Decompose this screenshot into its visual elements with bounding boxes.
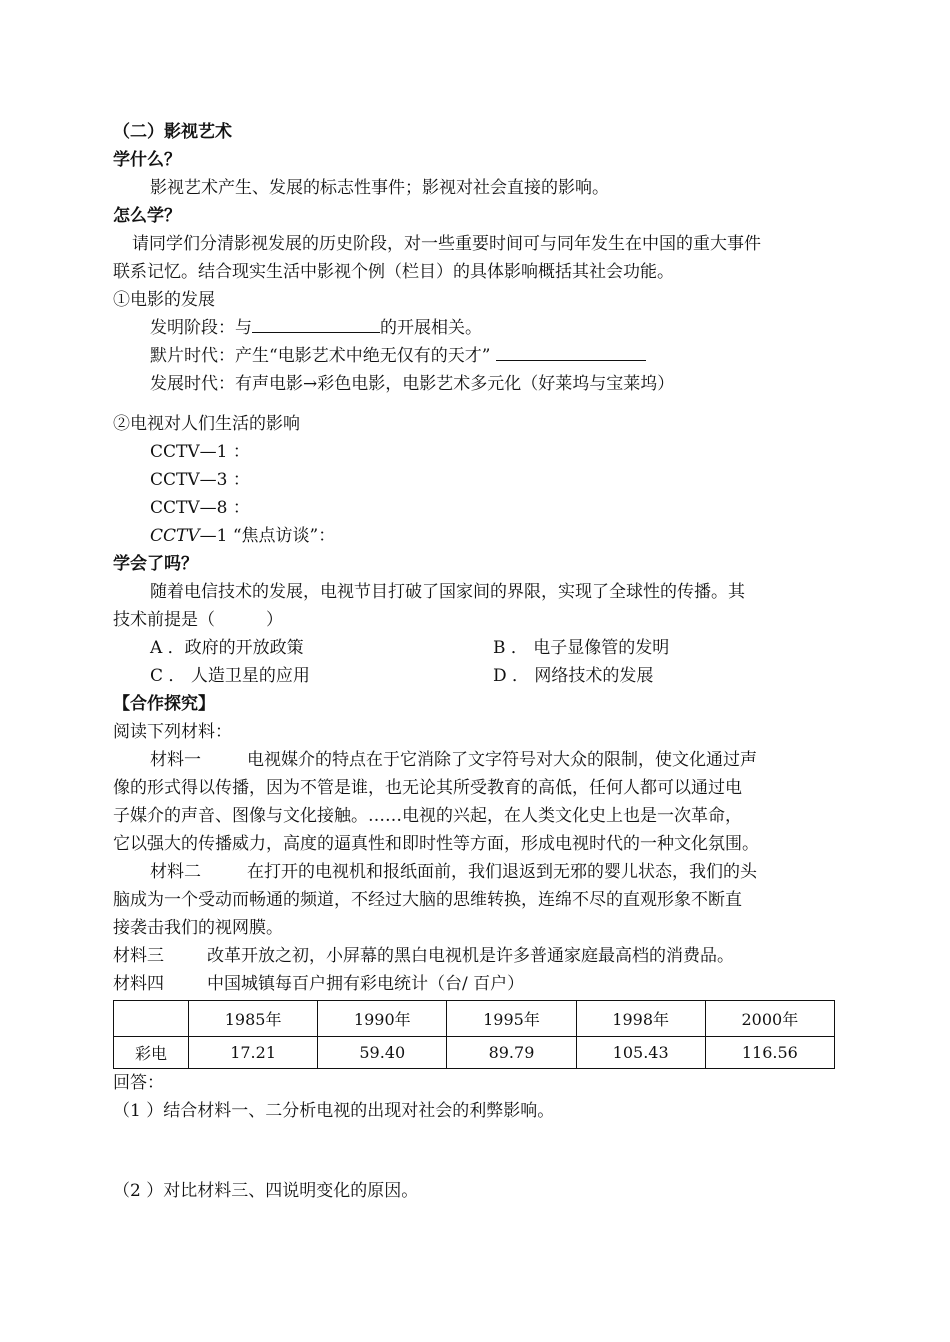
material-2-line-3: 接袭击我们的视网膜。 — [113, 918, 283, 938]
invention-blank[interactable] — [252, 314, 380, 333]
tv-heading: ②电视对人们生活的影响 — [113, 414, 300, 434]
learn-what-heading: 学什么？ — [113, 150, 181, 170]
option-b[interactable]: B ． 电子显像管的发明 — [493, 638, 670, 658]
material-2-label: 材料二 — [150, 862, 201, 882]
option-a[interactable]: A ．政府的开放政策 — [150, 638, 304, 658]
table-header-cell: 1998年 — [576, 1001, 705, 1037]
material-4-text: 中国城镇每百户拥有彩电统计（台/ 百户） — [207, 974, 525, 994]
table-cell: 105.43 — [576, 1037, 705, 1069]
table-header-cell: 1985年 — [189, 1001, 318, 1037]
film-invention-suffix: 的开展相关。 — [380, 318, 482, 338]
worksheet-page — [113, 118, 837, 1205]
material-1-line-1 — [113, 746, 837, 774]
table-header-row — [114, 1001, 835, 1037]
table-cell: 89.79 — [447, 1037, 576, 1069]
cctv3-line: CCTV—3 ： — [150, 470, 250, 490]
material-1-text-1: 电视媒介的特点在于它消除了文字符号对大众的限制，使文化通过声 — [247, 750, 757, 770]
answer-question-1: （1 ）结合材料一、二分析电视的出现对社会的利弊影响。 — [113, 1101, 555, 1121]
material-3-label: 材料三 — [113, 946, 164, 966]
quiz-options-row-1 — [113, 634, 837, 662]
answer-question-2: （2 ）对比材料三、四说明变化的原因。 — [113, 1181, 419, 1201]
table-row-label: 彩电 — [114, 1037, 189, 1069]
option-c[interactable]: C ． 人造卫星的应用 — [150, 666, 310, 686]
cctv1-focus-text: —1 “焦点访谈”： — [199, 526, 336, 546]
material-1-line-2: 像的形式得以传播，因为不管是谁，也无论其所受教育的高低，任何人都可以通过电 — [113, 778, 742, 798]
silent-blank[interactable] — [496, 342, 646, 361]
film-silent-line — [113, 342, 837, 370]
table-cell: 59.40 — [318, 1037, 447, 1069]
section-title: （二）影视艺术 — [113, 122, 232, 142]
how-to-learn-heading: 怎么学？ — [113, 206, 181, 226]
how-to-learn-line-2: 联系记忆。结合现实生活中影视个例（栏目）的具体影响概括其社会功能。 — [113, 262, 674, 282]
material-3-line — [113, 942, 837, 970]
cctv1-focus-line — [113, 522, 837, 550]
option-d[interactable]: D ． 网络技术的发展 — [493, 666, 654, 686]
material-3-text: 改革开放之初，小屏幕的黑白电视机是许多普通家庭最高档的消费品。 — [207, 946, 734, 966]
table-header-cell: 1990年 — [318, 1001, 447, 1037]
material-2-text-1: 在打开的电视机和报纸面前，我们退返到无邪的婴儿状态，我们的头 — [247, 862, 757, 882]
table-cell: 17.21 — [189, 1037, 318, 1069]
material-4-label: 材料四 — [113, 974, 164, 994]
material-2-line-2: 脑成为一个受动而畅通的频道，不经过大脑的思维转换，连绵不尽的直观形象不断直 — [113, 890, 742, 910]
film-development-line: 发展时代：有声电影→彩色电影，电影艺术多元化（好莱坞与宝莱坞） — [150, 374, 675, 394]
color-tv-table — [113, 1000, 835, 1069]
answer-space-1[interactable] — [113, 1125, 837, 1177]
material-2-line-1 — [113, 858, 837, 886]
how-to-learn-line-1: 请同学们分清影视发展的历史阶段，对一些重要时间可与同年发生在中国的重大事件 — [132, 234, 761, 254]
quiz-question-line-2: 技术前提是（ ） — [113, 610, 283, 630]
answer-heading: 回答： — [113, 1073, 164, 1093]
film-invention-line — [113, 314, 837, 342]
cctv8-line: CCTV—8 ： — [150, 498, 250, 518]
cooperate-intro: 阅读下列材料： — [113, 722, 232, 742]
film-silent-prefix: 默片时代：产生“电影艺术中绝无仅有的天才” — [150, 346, 491, 366]
table-row — [114, 1037, 835, 1069]
cctv1-focus-channel: CCTV — [150, 526, 200, 546]
table-corner-cell — [114, 1001, 189, 1037]
material-1-label: 材料一 — [150, 750, 201, 770]
film-invention-prefix: 发明阶段：与 — [150, 318, 252, 338]
cctv1-line: CCTV—1 ： — [150, 442, 250, 462]
cooperate-heading: 【合作探究】 — [113, 694, 215, 714]
table-cell: 116.56 — [705, 1037, 834, 1069]
table-header-cell: 1995年 — [447, 1001, 576, 1037]
film-heading: ①电影的发展 — [113, 290, 215, 310]
table-header-cell: 2000年 — [705, 1001, 834, 1037]
material-4-line — [113, 970, 837, 998]
material-1-line-4: 它以强大的传播威力，高度的逼真性和即时性等方面，形成电视时代的一种文化氛围。 — [113, 834, 759, 854]
quiz-question-line-1: 随着电信技术的发展，电视节目打破了国家间的界限，实现了全球性的传播。其 — [150, 582, 745, 602]
quiz-heading: 学会了吗？ — [113, 554, 198, 574]
material-1-line-3: 子媒介的声音、图像与文化接触。……电视的兴起，在人类文化史上也是一次革命， — [113, 806, 742, 826]
quiz-options-row-2 — [113, 662, 837, 690]
learn-what-text: 影视艺术产生、发展的标志性事件；影视对社会直接的影响。 — [150, 178, 609, 198]
